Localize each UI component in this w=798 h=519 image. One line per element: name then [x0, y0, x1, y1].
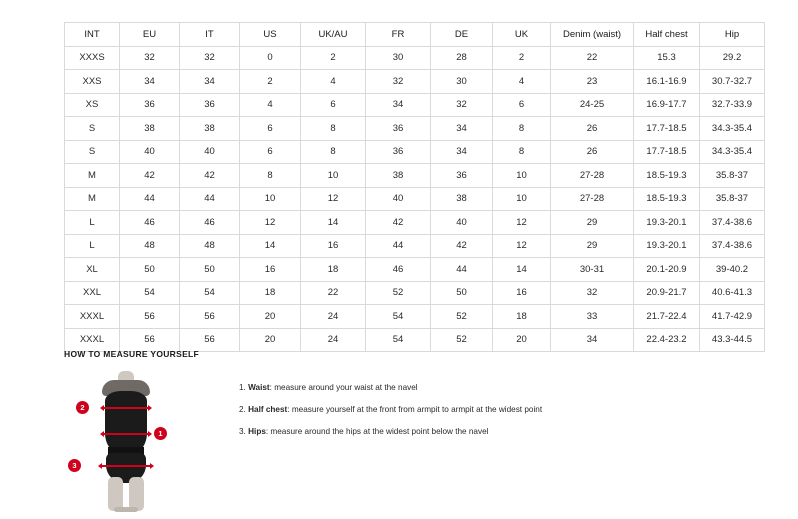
measurement-instructions [239, 369, 542, 449]
cell-us: 6 [240, 117, 301, 141]
cell-eu: 40 [120, 140, 180, 164]
cell-hip: 35.8-37 [700, 164, 765, 188]
column-header-half-chest: Half chest [634, 23, 700, 47]
cell-int: S [65, 117, 120, 141]
instruction-waist [239, 383, 542, 393]
cell-de: 50 [431, 281, 493, 305]
cell-fr: 40 [366, 187, 431, 211]
cell-hip: 34.3-35.4 [700, 117, 765, 141]
cell-int: XXL [65, 281, 120, 305]
cell-uk-au: 10 [301, 164, 366, 188]
cell-uk: 4 [493, 70, 551, 94]
cell-us: 18 [240, 281, 301, 305]
cell-half-chest: 21.7-22.4 [634, 305, 700, 329]
cell-int: XXXL [65, 305, 120, 329]
cell-uk: 14 [493, 258, 551, 282]
cell-uk-au: 14 [301, 211, 366, 235]
table-row [65, 187, 765, 211]
cell-us: 14 [240, 234, 301, 258]
cell-uk: 6 [493, 93, 551, 117]
mannequin-right-leg-icon [129, 477, 144, 511]
cell-int: XXS [65, 70, 120, 94]
cell-it: 42 [180, 164, 240, 188]
mannequin-stand-icon [114, 507, 138, 512]
instruction-hips-number: 3. [239, 426, 246, 436]
cell-half-chest: 18.5-19.3 [634, 164, 700, 188]
cell-eu: 48 [120, 234, 180, 258]
cell-eu: 42 [120, 164, 180, 188]
cell-us: 6 [240, 140, 301, 164]
table-row [65, 140, 765, 164]
instruction-hips-text: : measure around the hips at the widest point below the navel [265, 426, 489, 436]
table-row [65, 93, 765, 117]
waist-arrow-icon [104, 433, 148, 435]
cell-it: 56 [180, 328, 240, 352]
cell-hip: 41.7-42.9 [700, 305, 765, 329]
cell-denim-waist: 34 [551, 328, 634, 352]
cell-us: 20 [240, 305, 301, 329]
cell-de: 36 [431, 164, 493, 188]
column-header-us: US [240, 23, 301, 47]
cell-eu: 36 [120, 93, 180, 117]
cell-denim-waist: 27-28 [551, 187, 634, 211]
cell-fr: 36 [366, 140, 431, 164]
size-chart-container [64, 22, 753, 352]
instruction-half-chest [239, 405, 542, 415]
cell-uk-au: 6 [301, 93, 366, 117]
cell-de: 34 [431, 140, 493, 164]
cell-hip: 32.7-33.9 [700, 93, 765, 117]
cell-hip: 29.2 [700, 46, 765, 70]
cell-hip: 37.4-38.6 [700, 211, 765, 235]
cell-fr: 34 [366, 93, 431, 117]
cell-it: 56 [180, 305, 240, 329]
cell-eu: 56 [120, 305, 180, 329]
cell-denim-waist: 23 [551, 70, 634, 94]
cell-eu: 38 [120, 117, 180, 141]
cell-fr: 30 [366, 46, 431, 70]
column-header-fr: FR [366, 23, 431, 47]
cell-int: L [65, 211, 120, 235]
cell-int: XL [65, 258, 120, 282]
cell-eu: 44 [120, 187, 180, 211]
how-to-measure-body [64, 369, 764, 514]
cell-half-chest: 19.3-20.1 [634, 234, 700, 258]
cell-fr: 32 [366, 70, 431, 94]
cell-us: 4 [240, 93, 301, 117]
cell-eu: 46 [120, 211, 180, 235]
cell-fr: 38 [366, 164, 431, 188]
column-header-de: DE [431, 23, 493, 47]
instruction-half-chest-term: Half chest [248, 404, 288, 414]
table-header [65, 23, 765, 47]
column-header-uk: UK [493, 23, 551, 47]
cell-half-chest: 19.3-20.1 [634, 211, 700, 235]
cell-denim-waist: 30-31 [551, 258, 634, 282]
cell-fr: 54 [366, 305, 431, 329]
cell-us: 12 [240, 211, 301, 235]
table-row [65, 258, 765, 282]
cell-us: 2 [240, 70, 301, 94]
cell-uk: 10 [493, 187, 551, 211]
cell-de: 30 [431, 70, 493, 94]
cell-uk-au: 24 [301, 328, 366, 352]
cell-it: 32 [180, 46, 240, 70]
cell-int: L [65, 234, 120, 258]
cell-half-chest: 22.4-23.2 [634, 328, 700, 352]
cell-it: 34 [180, 70, 240, 94]
table-row [65, 211, 765, 235]
column-header-denim-waist: Denim (waist) [551, 23, 634, 47]
cell-de: 34 [431, 117, 493, 141]
marker-3-hips: 3 [68, 459, 81, 472]
cell-hip: 30.7-32.7 [700, 70, 765, 94]
cell-half-chest: 18.5-19.3 [634, 187, 700, 211]
cell-fr: 54 [366, 328, 431, 352]
cell-uk-au: 18 [301, 258, 366, 282]
cell-denim-waist: 32 [551, 281, 634, 305]
cell-half-chest: 20.1-20.9 [634, 258, 700, 282]
column-header-uk-au: UK/AU [301, 23, 366, 47]
cell-denim-waist: 22 [551, 46, 634, 70]
cell-int: M [65, 187, 120, 211]
cell-de: 38 [431, 187, 493, 211]
cell-half-chest: 17.7-18.5 [634, 140, 700, 164]
cell-eu: 56 [120, 328, 180, 352]
cell-us: 10 [240, 187, 301, 211]
cell-fr: 42 [366, 211, 431, 235]
table-row [65, 164, 765, 188]
cell-uk-au: 24 [301, 305, 366, 329]
cell-de: 40 [431, 211, 493, 235]
cell-fr: 44 [366, 234, 431, 258]
mannequin-illustration [64, 369, 184, 514]
cell-de: 28 [431, 46, 493, 70]
cell-fr: 36 [366, 117, 431, 141]
cell-denim-waist: 26 [551, 140, 634, 164]
cell-uk-au: 16 [301, 234, 366, 258]
instruction-waist-number: 1. [239, 383, 246, 392]
cell-it: 54 [180, 281, 240, 305]
cell-uk: 20 [493, 328, 551, 352]
cell-de: 44 [431, 258, 493, 282]
table-row [65, 70, 765, 94]
column-header-hip: Hip [700, 23, 765, 47]
table-row [65, 281, 765, 305]
half-chest-arrow-icon [104, 407, 148, 409]
instruction-hips [239, 427, 542, 437]
cell-us: 0 [240, 46, 301, 70]
table-row [65, 117, 765, 141]
cell-hip: 35.8-37 [700, 187, 765, 211]
cell-uk: 12 [493, 234, 551, 258]
instruction-half-chest-number: 2. [239, 404, 246, 414]
cell-eu: 32 [120, 46, 180, 70]
cell-eu: 50 [120, 258, 180, 282]
how-to-measure-title: HOW TO MEASURE YOURSELF [64, 349, 200, 359]
cell-de: 42 [431, 234, 493, 258]
column-header-it: IT [180, 23, 240, 47]
cell-hip: 39-40.2 [700, 258, 765, 282]
marker-2-half-chest: 2 [76, 401, 89, 414]
cell-uk-au: 2 [301, 46, 366, 70]
how-to-measure-section [64, 349, 764, 514]
cell-it: 44 [180, 187, 240, 211]
table-row [65, 305, 765, 329]
cell-uk-au: 8 [301, 117, 366, 141]
cell-int: XXXS [65, 46, 120, 70]
cell-denim-waist: 26 [551, 117, 634, 141]
table-row [65, 234, 765, 258]
cell-it: 48 [180, 234, 240, 258]
cell-half-chest: 20.9-21.7 [634, 281, 700, 305]
column-header-int: INT [65, 23, 120, 47]
cell-uk: 16 [493, 281, 551, 305]
instruction-half-chest-text: : measure yourself at the front from armpit to armpit at the widest point [287, 404, 543, 414]
marker-1-waist: 1 [154, 427, 167, 440]
cell-int: M [65, 164, 120, 188]
mannequin-torso-icon [105, 391, 147, 453]
cell-it: 36 [180, 93, 240, 117]
cell-it: 50 [180, 258, 240, 282]
cell-uk: 18 [493, 305, 551, 329]
cell-us: 20 [240, 328, 301, 352]
cell-denim-waist: 33 [551, 305, 634, 329]
cell-denim-waist: 27-28 [551, 164, 634, 188]
cell-denim-waist: 24-25 [551, 93, 634, 117]
column-header-eu: EU [120, 23, 180, 47]
cell-hip: 34.3-35.4 [700, 140, 765, 164]
instruction-hips-term: Hips [248, 426, 266, 436]
mannequin-left-leg-icon [108, 477, 123, 511]
cell-denim-waist: 29 [551, 234, 634, 258]
cell-uk: 8 [493, 117, 551, 141]
cell-uk: 12 [493, 211, 551, 235]
cell-it: 46 [180, 211, 240, 235]
cell-it: 38 [180, 117, 240, 141]
cell-de: 52 [431, 328, 493, 352]
cell-int: S [65, 140, 120, 164]
cell-eu: 34 [120, 70, 180, 94]
table-row [65, 46, 765, 70]
cell-int: XS [65, 93, 120, 117]
cell-us: 16 [240, 258, 301, 282]
cell-fr: 46 [366, 258, 431, 282]
cell-half-chest: 17.7-18.5 [634, 117, 700, 141]
cell-uk-au: 22 [301, 281, 366, 305]
table-row [65, 328, 765, 352]
cell-uk: 2 [493, 46, 551, 70]
cell-half-chest: 15.3 [634, 46, 700, 70]
cell-uk: 8 [493, 140, 551, 164]
instruction-waist-text: : measure around your waist at the navel [269, 383, 418, 392]
cell-hip: 43.3-44.5 [700, 328, 765, 352]
size-chart-table [64, 22, 765, 352]
mannequin-figure [72, 369, 174, 514]
cell-half-chest: 16.9-17.7 [634, 93, 700, 117]
cell-de: 32 [431, 93, 493, 117]
cell-fr: 52 [366, 281, 431, 305]
cell-uk-au: 12 [301, 187, 366, 211]
cell-hip: 40.6-41.3 [700, 281, 765, 305]
cell-uk-au: 4 [301, 70, 366, 94]
cell-half-chest: 16.1-16.9 [634, 70, 700, 94]
cell-denim-waist: 29 [551, 211, 634, 235]
instruction-waist-term: Waist [248, 383, 270, 392]
hips-arrow-icon [102, 465, 150, 467]
cell-uk-au: 8 [301, 140, 366, 164]
cell-eu: 54 [120, 281, 180, 305]
cell-hip: 37.4-38.6 [700, 234, 765, 258]
cell-int: XXXL [65, 328, 120, 352]
cell-us: 8 [240, 164, 301, 188]
cell-uk: 10 [493, 164, 551, 188]
table-header-row [65, 23, 765, 47]
cell-it: 40 [180, 140, 240, 164]
cell-de: 52 [431, 305, 493, 329]
table-body [65, 46, 765, 352]
